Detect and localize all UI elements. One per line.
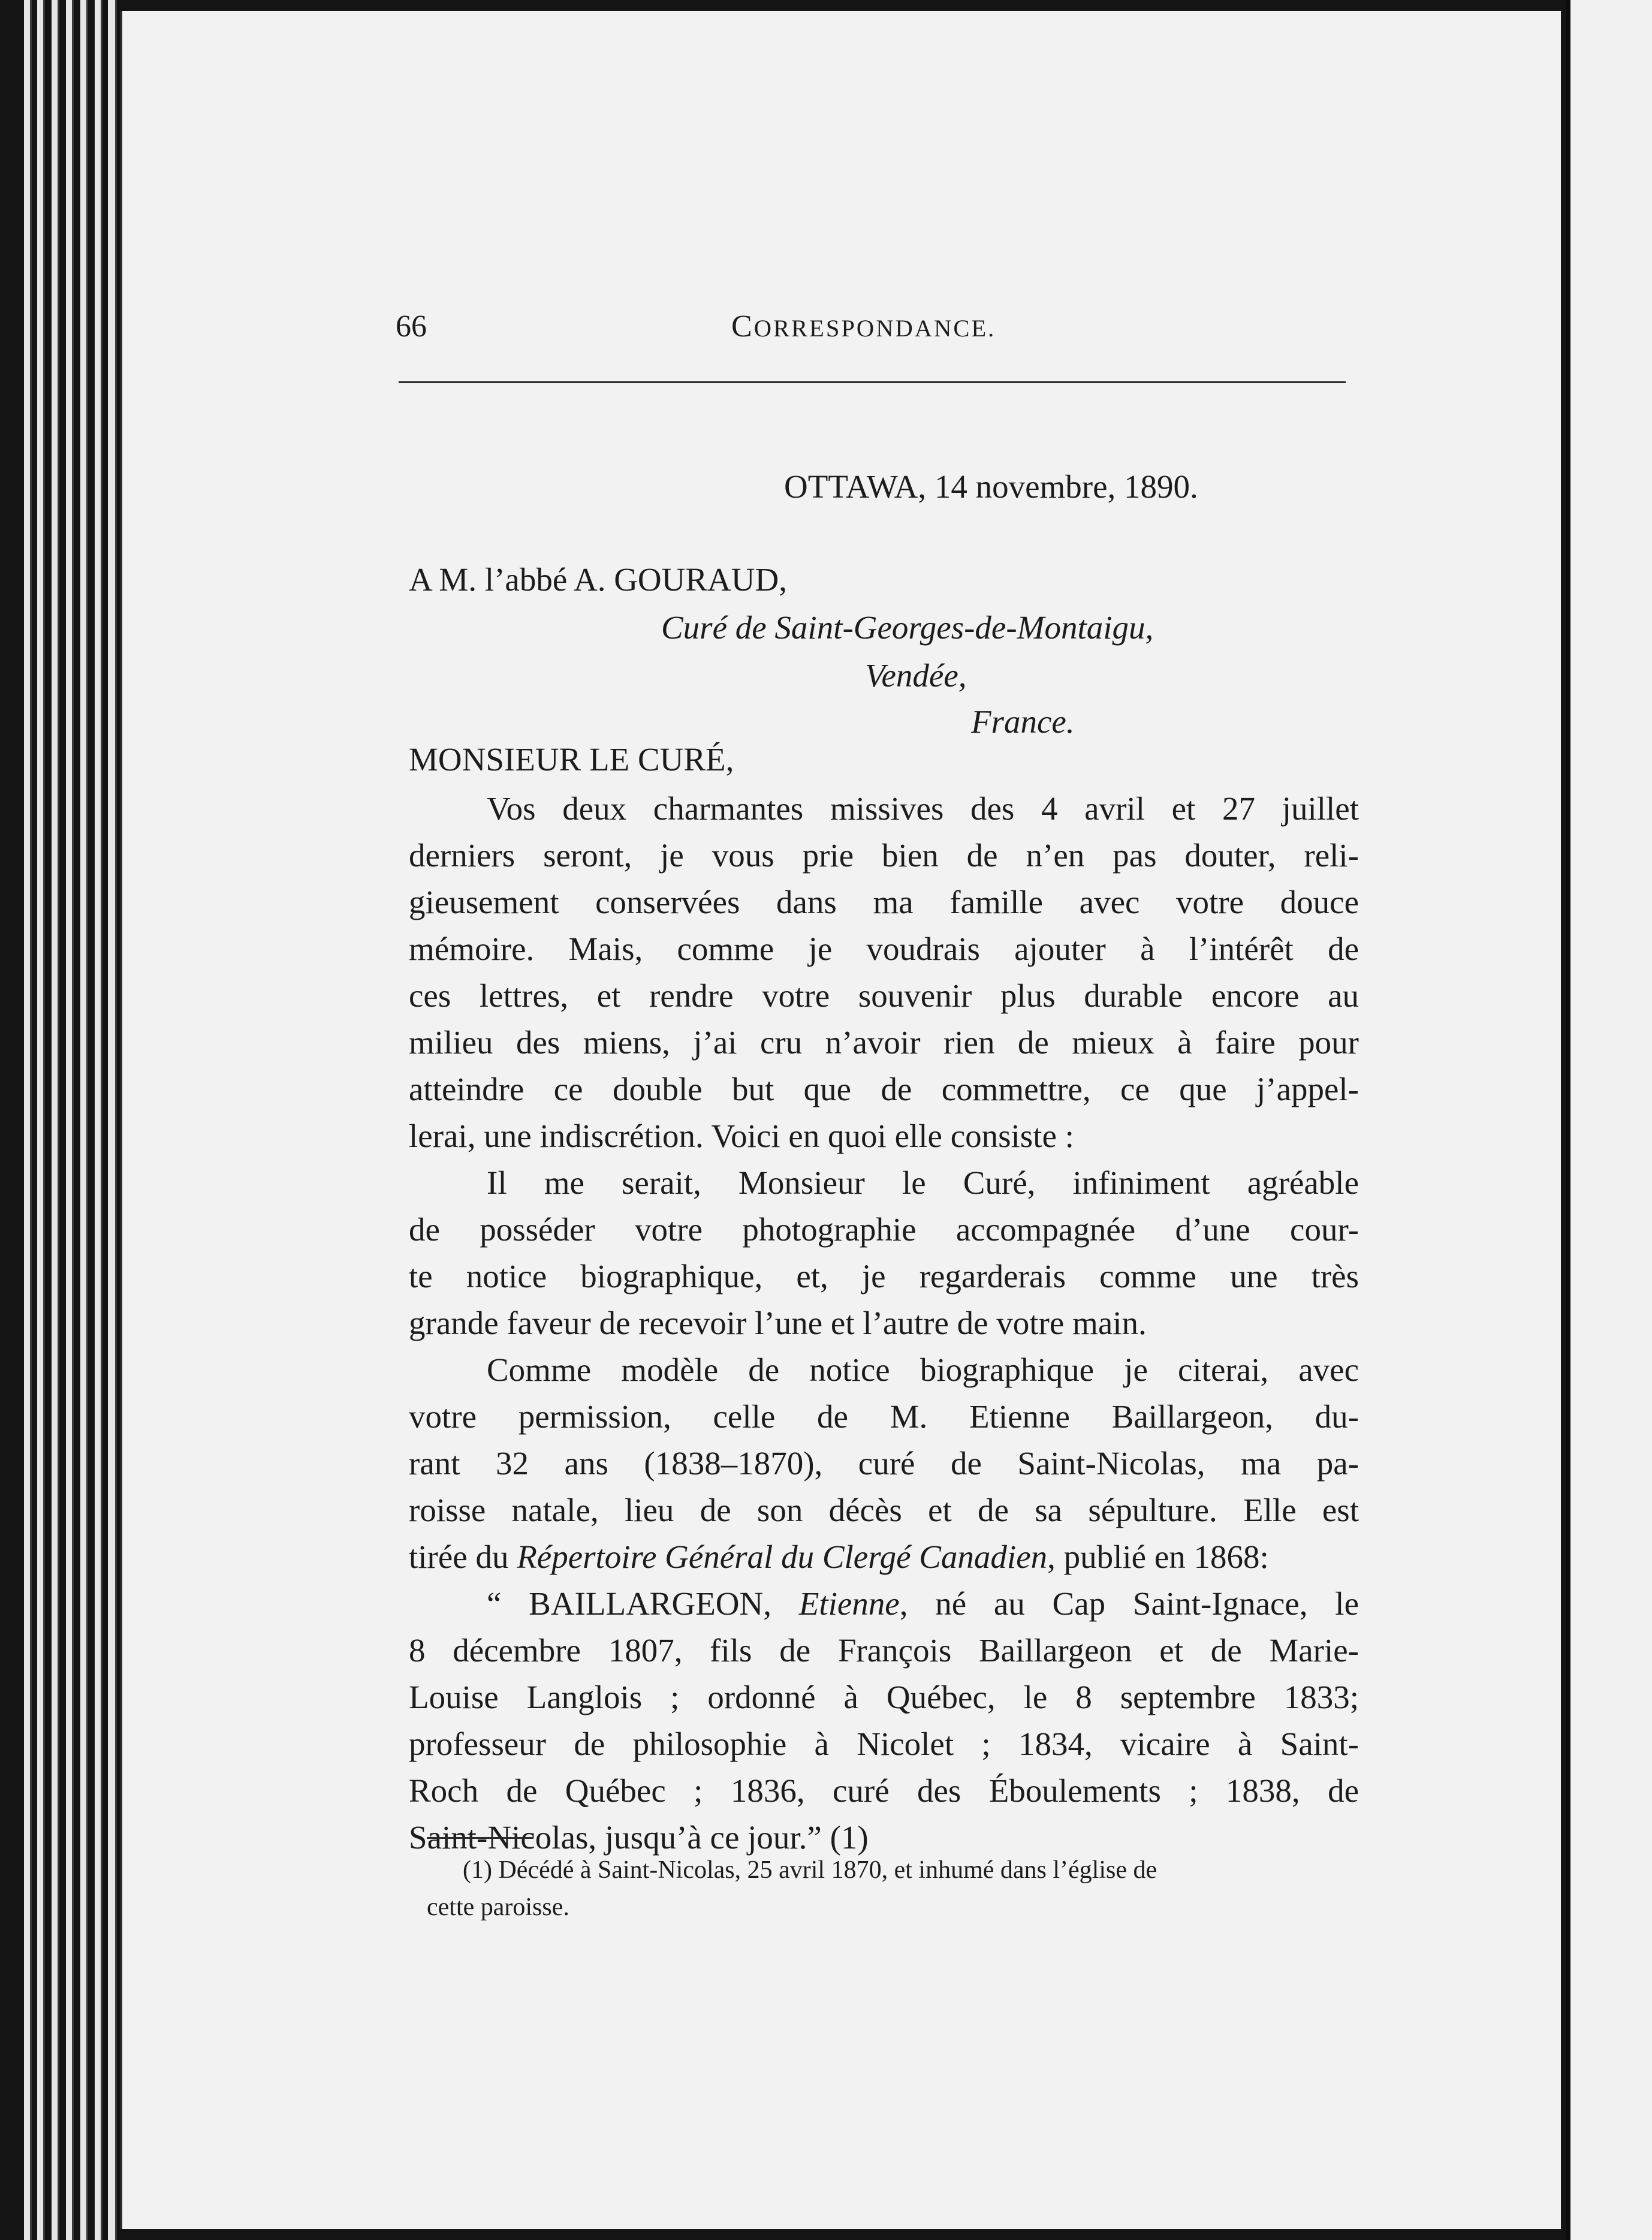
paragraph-line: Comme modèle de notice biographique je citerai, avec bbox=[487, 1351, 1359, 1388]
page-edge bbox=[80, 0, 88, 2240]
page-edge bbox=[95, 0, 103, 2240]
page-edge bbox=[37, 0, 45, 2240]
address-title: Curé de Saint-Georges-de-Montaigu, bbox=[661, 609, 1154, 646]
paragraph-line: Louise Langlois ; ordonné à Québec, le 8 septembre 1833; bbox=[409, 1679, 1359, 1715]
paragraph-line: votre permission, celle de M. Etienne Baillargeon, du- bbox=[409, 1398, 1359, 1435]
running-head-rest: ORRESPONDANCE. bbox=[753, 315, 996, 342]
paragraph-line: ces lettres, et rendre votre souvenir plus durable encore au bbox=[409, 977, 1359, 1014]
page-number: 66 bbox=[396, 309, 427, 344]
quote-forename: Etienne bbox=[798, 1585, 900, 1622]
paragraph-line: derniers seront, je vous prie bien de n’en pas douter, reli- bbox=[409, 837, 1359, 874]
letter-body bbox=[409, 785, 1359, 1861]
quote-surname: “ BAILLARGEON, bbox=[487, 1585, 799, 1622]
footnote-rule bbox=[427, 1837, 533, 1839]
paragraph-line: Saint-Nicolas, jusqu’à ce jour.” (1) bbox=[409, 1819, 869, 1856]
paragraph-line: atteindre ce double but que de commettre, ce que j’appel- bbox=[409, 1071, 1359, 1107]
paragraph-line: Il me serait, Monsieur le Curé, infiniment agréable bbox=[487, 1164, 1359, 1201]
page-edge bbox=[24, 0, 32, 2240]
facing-page-edge bbox=[1566, 0, 1652, 2240]
address-recipient: A M. l’abbé A. GOURAUD, bbox=[409, 561, 787, 598]
paragraph-line: lerai, une indiscrétion. Voici en quoi elle consiste : bbox=[409, 1118, 1074, 1154]
page-edge bbox=[52, 0, 59, 2240]
header-rule bbox=[399, 381, 1346, 383]
footnote-line: cette paroisse. bbox=[427, 1893, 569, 1921]
paragraph-line: mémoire. Mais, comme je voudrais ajouter à l’intérêt de bbox=[409, 931, 1359, 967]
paragraph-line: rant 32 ans (1838–1870), curé de Saint-Nicolas, ma pa- bbox=[409, 1445, 1359, 1482]
paragraph-line: professeur de philosophie à Nicolet ; 1834, vicaire à Saint- bbox=[409, 1726, 1359, 1762]
footnote-line: (1) Décédé à Saint-Nicolas, 25 avril 1870, et inhumé dans l’église de bbox=[463, 1856, 1157, 1884]
page-edge bbox=[108, 0, 117, 2240]
quote-first-line bbox=[409, 1580, 1359, 1627]
paragraph-line: gieusement conservées dans ma famille avec votre douce bbox=[409, 884, 1359, 920]
footnote bbox=[427, 1851, 1338, 1926]
quote-rest: , né au Cap Saint-Ignace, le bbox=[899, 1585, 1359, 1622]
paragraph-line: de posséder votre photographie accompagnée d’une cour- bbox=[409, 1211, 1359, 1248]
paragraph-line-citation bbox=[409, 1534, 1359, 1580]
address-region: Vendée, bbox=[865, 657, 967, 694]
paragraph-line: roisse natale, lieu de son décès et de sa sépulture. Elle est bbox=[409, 1492, 1359, 1528]
citation-title: Répertoire Général du Clergé Canadien bbox=[517, 1539, 1048, 1575]
salutation: MONSIEUR LE CURÉ, bbox=[409, 741, 734, 778]
paragraph-line: milieu des miens, j’ai cru n’avoir rien de mieux à faire pour bbox=[409, 1024, 1359, 1061]
paragraph-line: Vos deux charmantes missives des 4 avril et 27 juillet bbox=[487, 790, 1359, 827]
running-head bbox=[731, 309, 996, 344]
paragraph-line: Roch de Québec ; 1836, curé des Éboulements ; 1838, de bbox=[409, 1772, 1359, 1809]
dateline: OTTAWA, 14 novembre, 1890. bbox=[784, 468, 1198, 505]
citation-post: , publié en 1868: bbox=[1047, 1539, 1269, 1575]
citation-pre: tirée du bbox=[409, 1539, 517, 1575]
paragraph-line: grande faveur de recevoir l’une et l’autre de votre main. bbox=[409, 1305, 1147, 1341]
paragraph-line: te notice biographique, et, je regarderais comme une très bbox=[409, 1258, 1359, 1294]
page-edge bbox=[66, 0, 74, 2240]
running-head-initial: C bbox=[731, 309, 754, 344]
address-country: France. bbox=[971, 703, 1075, 740]
paragraph-line: 8 décembre 1807, fils de François Baillargeon et de Marie- bbox=[409, 1632, 1359, 1669]
